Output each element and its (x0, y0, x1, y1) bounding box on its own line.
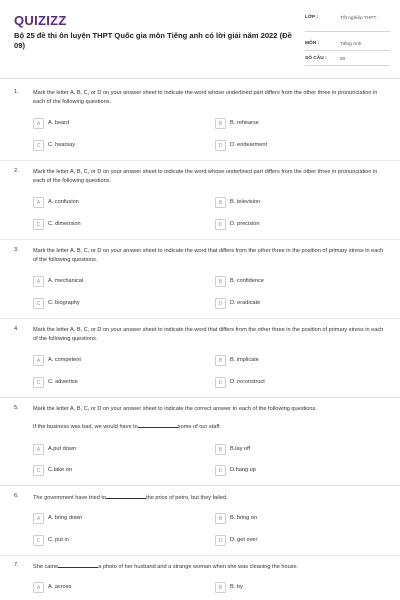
option-letter-box: B (215, 513, 226, 524)
option-text: D. get over (230, 537, 258, 543)
option-text: C. biography (48, 300, 80, 306)
option-letter-box: A (33, 276, 44, 287)
question-divider (0, 239, 400, 240)
stem-after-blank: some of our staff. (177, 424, 221, 430)
stem-after-blank: the price of petro, but they failed. (146, 495, 228, 501)
question-number: 4. (14, 326, 19, 332)
meta-key-grade: LỚP : (305, 15, 319, 20)
option-text: A.put down (48, 446, 76, 452)
worksheet-title: Bộ 25 đề thi ôn luyện THPT Quốc gia môn Tiếng anh có lời giải năm 2022 (Đề 09) (14, 31, 292, 50)
option-text: B. implicate (230, 357, 259, 363)
option-letter-box: C (33, 298, 44, 309)
option-text: D. precision (230, 221, 260, 227)
stem-after-blank: a photo of her husband and a strange woman when she was cleaning the house. (98, 564, 299, 570)
option-letter-box: A (33, 197, 44, 208)
stem-before-blank: The government have tried to (33, 495, 107, 501)
option-text: A. bring down (48, 515, 83, 521)
question-number: 2. (14, 168, 19, 174)
option-text: B. television (230, 199, 261, 205)
meta-value-count: 50 (340, 57, 346, 62)
meta-value-grade: Tốt nghiệp THPT (340, 16, 377, 21)
option-letter-box: A (33, 444, 44, 455)
question-text: Mark the letter A, B, C, or D on your answer sheet to indicate the correct answer to each of the following questions. (33, 406, 317, 412)
option-text: A. mechanical (48, 278, 84, 284)
question-divider (0, 555, 400, 556)
option-text: D.hang up (230, 467, 256, 473)
option-letter-box: A (33, 355, 44, 366)
answer-blank (106, 493, 146, 499)
option-letter-box: D (215, 377, 226, 388)
option-text: B. by (230, 584, 243, 590)
option-text: A. confusion (48, 199, 79, 205)
option-text: A. beard (48, 120, 70, 126)
question-divider (0, 397, 400, 398)
question-divider (0, 318, 400, 319)
question-text: Mark the letter A, B, C, or D on your answer sheet to indicate the word that differs from the other three in the position of primary stress in each of the following questions. (33, 248, 384, 263)
quizizz-logo: QUIZIZZ (14, 13, 67, 28)
option-text: C.take on (48, 467, 72, 473)
option-text: A. across (48, 584, 72, 590)
answer-blank (138, 422, 178, 428)
question-number: 1. (14, 89, 19, 95)
question-number: 3. (14, 247, 19, 253)
meta-key-count: SỐ CÂU : (305, 56, 327, 61)
option-letter-box: A (33, 582, 44, 593)
option-letter-box: A (33, 118, 44, 129)
question-text (33, 562, 388, 572)
option-letter-box: D (215, 465, 226, 476)
option-letter-box: B (215, 276, 226, 287)
option-letter-box: A (33, 513, 44, 524)
answer-blank (58, 562, 98, 568)
stem-before-blank: If the business was bad, we would have to (33, 424, 138, 430)
option-letter-box: C (33, 140, 44, 151)
question-divider (0, 160, 400, 161)
meta-key-subject: MÔN : (305, 41, 320, 46)
option-text: B. bring on (230, 515, 258, 521)
option-letter-box: D (215, 140, 226, 151)
option-text: B.lay off (230, 446, 251, 452)
option-text: D. eradicate (230, 300, 261, 306)
option-letter-box: D (215, 535, 226, 546)
question-stem (33, 422, 388, 432)
question-number: 6. (14, 493, 19, 499)
option-text: B. rehearse (230, 120, 259, 126)
option-text: C. dimension (48, 221, 81, 227)
option-letter-box: C (33, 219, 44, 230)
option-letter-box: B (215, 118, 226, 129)
question-text: Mark the letter A, B, C, or D on your answer sheet to indicate the word whose underlined part differs from the other three in pronunciation in each of the following questions. (33, 90, 378, 105)
option-letter-box: C (33, 535, 44, 546)
option-letter-box: B (215, 582, 226, 593)
option-letter-box: B (215, 355, 226, 366)
meta-value-subject: Tiếng Anh (340, 42, 362, 47)
question-text: Mark the letter A, B, C, or D on your answer sheet to indicate the word whose underlined part differs from the other three in pronunciation in each of the following questions. (33, 169, 378, 184)
option-letter-box: B (215, 444, 226, 455)
option-letter-box: D (215, 298, 226, 309)
option-letter-box: C (33, 377, 44, 388)
question-number: 5. (14, 405, 19, 411)
option-letter-box: D (215, 219, 226, 230)
question-text (33, 493, 388, 503)
option-letter-box: C (33, 465, 44, 476)
option-text: A. competent (48, 357, 81, 363)
option-text: D. endearment (230, 142, 268, 148)
stem-before-blank: She came (33, 564, 59, 570)
option-text: C. put in (48, 537, 69, 543)
question-number: 7. (14, 562, 19, 568)
option-text: C. hearsay (48, 142, 76, 148)
question-divider (0, 485, 400, 486)
option-text: C. advertise (48, 379, 78, 385)
option-letter-box: B (215, 197, 226, 208)
option-text: B. confidence (230, 278, 264, 284)
question-text: Mark the letter A, B, C, or D on your answer sheet to indicate the word that differs from the other three in the position of primary stress in each of the following questions. (33, 327, 384, 342)
option-text: D. reconstruct (230, 379, 265, 385)
